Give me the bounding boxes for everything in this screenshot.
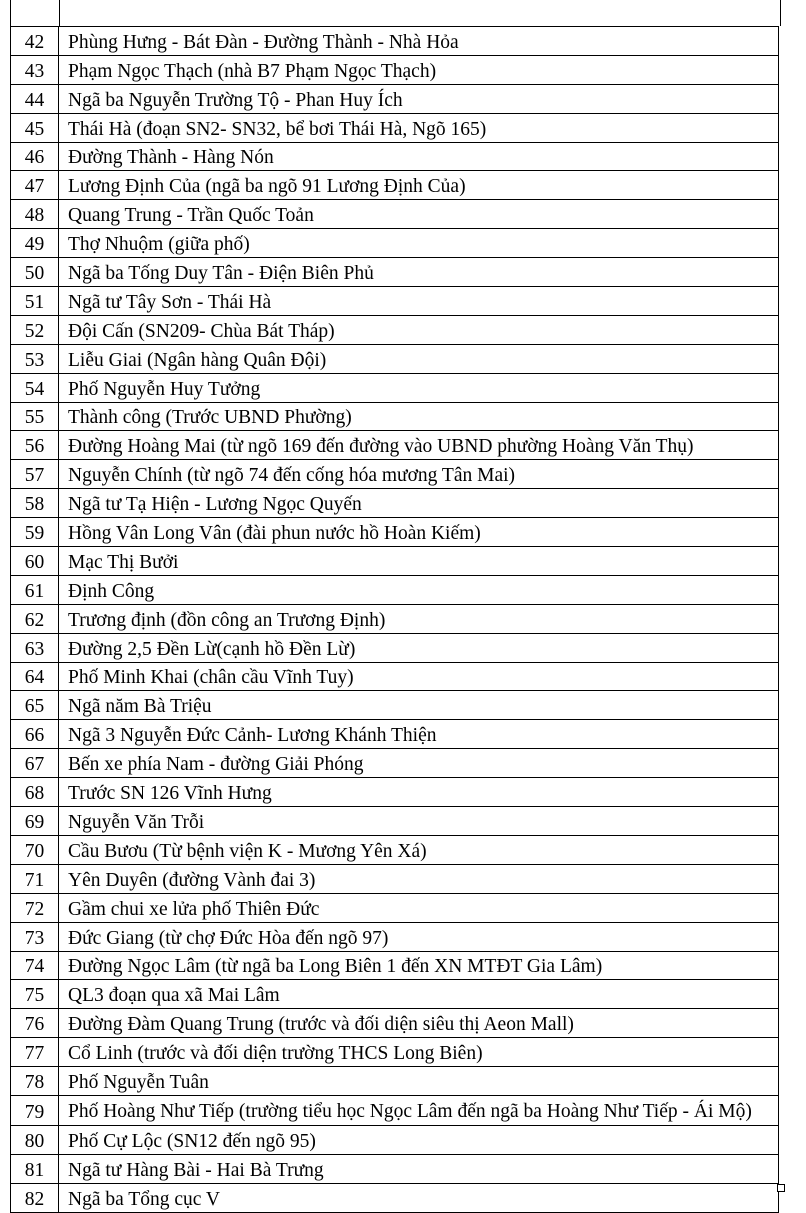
- row-number: 58: [11, 489, 59, 518]
- row-number: 49: [11, 229, 59, 258]
- row-number: 68: [11, 778, 59, 807]
- location-name: Phố Hoàng Như Tiếp (trường tiểu học Ngọc Lâm đến ngã ba Hoàng Như Tiếp - Ái Mộ): [59, 1095, 779, 1125]
- location-name: Ngã ba Tống Duy Tân - Điện Biên Phủ: [59, 258, 779, 287]
- location-name: Liễu Giai (Ngân hàng Quân Đội): [59, 344, 779, 373]
- row-number: 75: [11, 980, 59, 1009]
- row-number: 61: [11, 575, 59, 604]
- location-name: Phố Nguyễn Huy Tưởng: [59, 373, 779, 402]
- row-number: 43: [11, 55, 59, 84]
- row-number: 78: [11, 1067, 59, 1096]
- row-number: 65: [11, 691, 59, 720]
- table-row: [11, 518, 779, 547]
- table-row: [11, 229, 779, 258]
- table-row: [11, 575, 779, 604]
- location-name: Đường Ngọc Lâm (từ ngã ba Long Biên 1 đến XN MTĐT Gia Lâm): [59, 951, 779, 980]
- table-row: [11, 633, 779, 662]
- table-row: [11, 1038, 779, 1067]
- location-name: Ngã năm Bà Triệu: [59, 691, 779, 720]
- row-number: 48: [11, 200, 59, 229]
- location-name: Ngã ba Nguyễn Trường Tộ - Phan Huy Ích: [59, 84, 779, 113]
- table-row: [11, 691, 779, 720]
- table-row: [11, 402, 779, 431]
- table-row: [11, 142, 779, 171]
- table-row: [11, 662, 779, 691]
- row-number: 81: [11, 1154, 59, 1183]
- table-row: [11, 27, 779, 56]
- location-name: QL3 đoạn qua xã Mai Lâm: [59, 980, 779, 1009]
- row-number: 59: [11, 518, 59, 547]
- table-row: [11, 807, 779, 836]
- row-number: 69: [11, 807, 59, 836]
- table-row: [11, 1183, 779, 1212]
- row-number: 73: [11, 922, 59, 951]
- row-number: 70: [11, 835, 59, 864]
- location-name: Phố Minh Khai (chân cầu Vĩnh Tuy): [59, 662, 779, 691]
- table-row: [11, 1154, 779, 1183]
- location-name: Lương Định Của (ngã ba ngõ 91 Lương Định Của): [59, 171, 779, 200]
- location-table: [10, 26, 779, 1213]
- location-name: Ngã tư Tây Sơn - Thái Hà: [59, 287, 779, 316]
- table-row: [11, 547, 779, 576]
- table-row: [11, 864, 779, 893]
- row-number: 47: [11, 171, 59, 200]
- row-number: 82: [11, 1183, 59, 1212]
- location-name: Phạm Ngọc Thạch (nhà B7 Phạm Ngọc Thạch): [59, 55, 779, 84]
- table-resize-handle[interactable]: [777, 1184, 785, 1192]
- row-number: 50: [11, 258, 59, 287]
- location-name: Gầm chui xe lửa phố Thiên Đức: [59, 893, 779, 922]
- location-name: Mạc Thị Bưởi: [59, 547, 779, 576]
- row-number: 79: [11, 1095, 59, 1125]
- row-number: 77: [11, 1038, 59, 1067]
- location-name: Định Công: [59, 575, 779, 604]
- location-name: Cầu Bươu (Từ bệnh viện K - Mương Yên Xá): [59, 835, 779, 864]
- location-name: Phố Nguyễn Tuân: [59, 1067, 779, 1096]
- row-number: 53: [11, 344, 59, 373]
- table-row: [11, 604, 779, 633]
- location-name: Đường Thành - Hàng Nón: [59, 142, 779, 171]
- table-row: [11, 835, 779, 864]
- row-number: 74: [11, 951, 59, 980]
- row-number: 42: [11, 27, 59, 56]
- table-row: [11, 84, 779, 113]
- row-number: 51: [11, 287, 59, 316]
- location-name: Bến xe phía Nam - đường Giải Phóng: [59, 749, 779, 778]
- row-number: 62: [11, 604, 59, 633]
- row-number: 56: [11, 431, 59, 460]
- location-name: Cổ Linh (trước và đối diện trường THCS Long Biên): [59, 1038, 779, 1067]
- location-name: Nguyễn Chính (từ ngõ 74 đến cống hóa mương Tân Mai): [59, 460, 779, 489]
- location-name: Đội Cấn (SN209- Chùa Bát Tháp): [59, 315, 779, 344]
- location-name: Phùng Hưng - Bát Đàn - Đường Thành - Nhà Hỏa: [59, 27, 779, 56]
- row-number: 63: [11, 633, 59, 662]
- table-row: [11, 720, 779, 749]
- table-row: [11, 1125, 779, 1154]
- location-name: Đức Giang (từ chợ Đức Hòa đến ngõ 97): [59, 922, 779, 951]
- row-number: 76: [11, 1009, 59, 1038]
- location-name: Ngã tư Tạ Hiện - Lương Ngọc Quyến: [59, 489, 779, 518]
- row-number: 54: [11, 373, 59, 402]
- table-row: [11, 287, 779, 316]
- table-row: [11, 489, 779, 518]
- table-row: [11, 55, 779, 84]
- location-name: Ngã tư Hàng Bài - Hai Bà Trưng: [59, 1154, 779, 1183]
- location-name: Ngã ba Tổng cục V: [59, 1183, 779, 1212]
- location-name: Đường Hoàng Mai (từ ngõ 169 đến đường vào UBND phường Hoàng Văn Thụ): [59, 431, 779, 460]
- location-name: Đường Đàm Quang Trung (trước và đối diện siêu thị Aeon Mall): [59, 1009, 779, 1038]
- row-number: 60: [11, 547, 59, 576]
- table-row: [11, 200, 779, 229]
- table-row: [11, 1067, 779, 1096]
- location-name: Thái Hà (đoạn SN2- SN32, bể bơi Thái Hà, Ngõ 165): [59, 113, 779, 142]
- location-name: Nguyễn Văn Trỗi: [59, 807, 779, 836]
- location-name: Trước SN 126 Vĩnh Hưng: [59, 778, 779, 807]
- row-number: 67: [11, 749, 59, 778]
- table-row: [11, 778, 779, 807]
- row-number: 45: [11, 113, 59, 142]
- table-row: [11, 113, 779, 142]
- table-row: [11, 980, 779, 1009]
- table-row: [11, 258, 779, 287]
- table-row: [11, 344, 779, 373]
- location-name: Quang Trung - Trần Quốc Toản: [59, 200, 779, 229]
- row-number: 80: [11, 1125, 59, 1154]
- location-name: Thành công (Trước UBND Phường): [59, 402, 779, 431]
- row-number: 57: [11, 460, 59, 489]
- table-row: [11, 1095, 779, 1125]
- row-number: 72: [11, 893, 59, 922]
- location-name: Trương định (đồn công an Trương Định): [59, 604, 779, 633]
- row-number: 66: [11, 720, 59, 749]
- row-number: 55: [11, 402, 59, 431]
- table-row: [11, 460, 779, 489]
- location-name: Ngã 3 Nguyễn Đức Cảnh- Lương Khánh Thiện: [59, 720, 779, 749]
- table-row: [11, 373, 779, 402]
- table-row: [11, 951, 779, 980]
- location-name: Đường 2,5 Đền Lừ(cạnh hồ Đền Lừ): [59, 633, 779, 662]
- row-number: 46: [11, 142, 59, 171]
- row-number: 71: [11, 864, 59, 893]
- location-name: Thợ Nhuộm (giữa phố): [59, 229, 779, 258]
- table-body: [11, 27, 779, 1213]
- location-name: Hồng Vân Long Vân (đài phun nước hồ Hoàn Kiếm): [59, 518, 779, 547]
- table-row: [11, 1009, 779, 1038]
- row-number: 44: [11, 84, 59, 113]
- location-name: Phố Cự Lộc (SN12 đến ngõ 95): [59, 1125, 779, 1154]
- table-row: [11, 749, 779, 778]
- table-row: [11, 893, 779, 922]
- table-row: [11, 431, 779, 460]
- table-row: [11, 171, 779, 200]
- table-row: [11, 315, 779, 344]
- table-top-continuation: [10, 0, 781, 26]
- table-row: [11, 922, 779, 951]
- row-number: 64: [11, 662, 59, 691]
- location-name: Yên Duyên (đường Vành đai 3): [59, 864, 779, 893]
- row-number: 52: [11, 315, 59, 344]
